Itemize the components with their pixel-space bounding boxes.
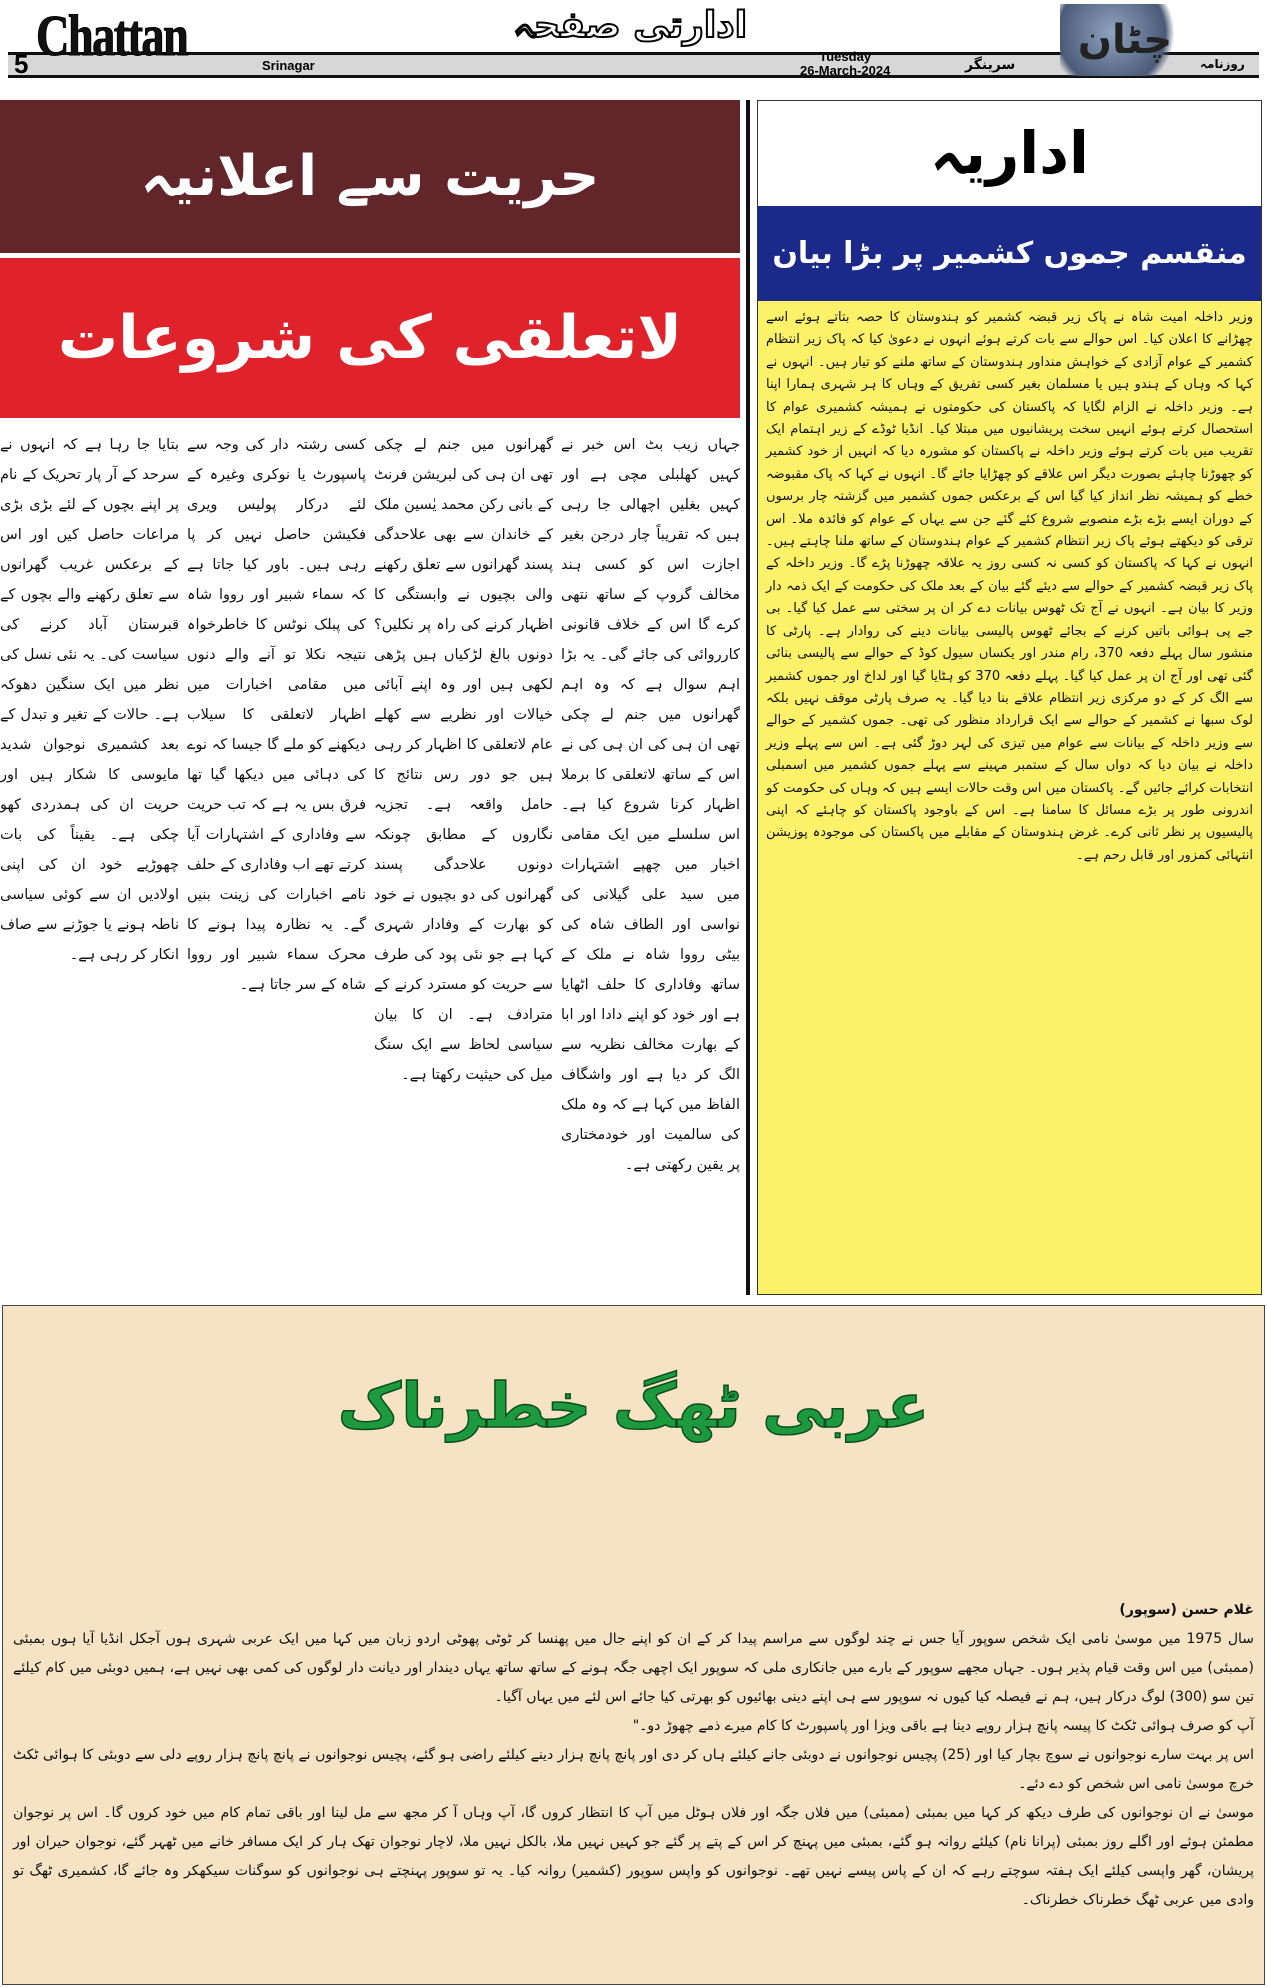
day: Tuesday <box>819 49 872 64</box>
feature-paragraph: اس پر بہت سارے نوجوانوں نے سوچ بچار کیا اور (25) پچیس نوجوانوں نے دوبئی جانے کیلئے ہاں کر دی اور پانچ پانچ ہزار دینے کیلئے راضی ہو گئے، پچیس نوجوانوں نے پانچ پانچ ہزار روپے دلی سے دوبئی کا ہوائی ٹکٹ خرچ موسیٰ نامی اس شخص کو دے دئے۔ <box>13 1747 1254 1792</box>
main-story <box>0 100 742 1295</box>
daily-label: روزنامہ <box>1200 57 1245 71</box>
editorial-title: اداریہ <box>930 119 1089 187</box>
story-column: بتایا جا رہا ہے کہ انہوں نے سرحد کے آر پار تحریک کے نام پر اپنے بچوں کے لئے بڑی بڑی مراعات حاصل کیں اور اس کے برعکس غریب گھرانوں سے تعلق رکھنے والے بچوں کے قبرستان آباد کرنے کی سیاست کی۔ یہ نئی نسل کی نظر میں ایک سنگین دھوکہ ہے۔ حالات کے تغیر و تبدل کے بعد کشمیری نوجوان شدید مایوسی کا شکار ہیں اور حریت ان کی ہمدردی کھو چکی ہے۔ یقیناً کی بات چھوڑیے خود ان کی اپنی اولادیں ان سے کوئی سیاسی ناطہ ہونے یا جوڑنے سے صاف انکار کر رہی ہے۔ <box>0 437 179 963</box>
masthead <box>0 0 1267 80</box>
feature-body <box>13 1596 1254 1915</box>
story-column: گھرانوں میں جنم لے چکی تھی ان ہی کی لبریشن فرنٹ کے بانی رکن محمد یٰسین ملک کے خاندان سے بھی علاحدگی پسند گھرانوں سے تعلق رکھنے والی بچیوں نے وابستگی کا اظہار کرنے کی راہ پر نکلیں؟ دونوں بالغ لڑکیاں ہیں پڑھی لکھی ہیں اور وہ اپنے آبائی خیالات اور نظریے سے کھلے عام لاتعلقی کا اظہار کر رہی ہیں جو دور رس نتائج کا حامل واقعہ ہے۔ تجزیہ نگاروں کے مطابق چونکہ دونوں علاحدگی پسند گھرانوں کی دو بچیوں نے خود کو بھارت کے وفادار شہری کہا ہے جو نئی پود کی طرف سے حریت کو مسترد کرنے کے مترادف ہے۔ ان کا بیان سیاسی لحاظ سے ایک سنگ میل کی حیثیت رکھتا ہے۔ <box>374 437 553 1083</box>
story-column: جہاں زیب بٹ اس خبر نے کہیں کھلبلی مچی ہے اور کہیں بغلیں اچھالی جا رہی ہیں کہ تقریباً چار درجن بغیر اجازت اس کو کسی ہند مخالف گروپ کے ساتھ نتھی کرے گا اس کے خلاف قانونی کارروائی کی جائے گی۔ یہ بڑا اہم سوال ہے کہ وہ اہم گھرانوں میں جنم لے چکی تھی ان ہی کی ان ہی کی نے اس کے ساتھ لاتعلقی کا برملا اظہار کرنا شروع کیا ہے۔ اس سلسلے میں ایک مقامی اخبار میں چھپے اشتہارات میں سید علی گیلانی کی نواسی اور الطاف شاہ کی بیٹی رووا شاہ نے ملک کے ساتھ وفاداری کا حلف اٹھایا ہے اور خود کو اپنے دادا اور ابا کے بھارت مخالف نظریہ سے الگ کر دیا ہے اور واشگاف الفاظ میں کہا ہے کہ وہ ملک کی سالمیت اور خودمختاری پر یقین رکھتی ہے۔ <box>561 437 740 1173</box>
story-columns <box>0 430 740 1295</box>
logo-urdu: چٹان <box>1060 4 1190 76</box>
feature-title: عربی ٹھگ خطرناک <box>337 1369 930 1442</box>
date-block <box>800 50 890 78</box>
headline-2: لاتعلقی کی شروعات <box>0 258 740 418</box>
editorial-subtitle: منقسم جموں کشمیر پر بڑا بیان <box>758 206 1261 301</box>
city-urdu: سرینگر <box>965 57 1016 73</box>
city-english: Srinagar <box>262 58 315 73</box>
feature-paragraph: موسیٰ نے ان نوجوانوں کی طرف دیکھ کر کہا میں بمبئی (ممبئی) میں فلاں جگہ اور فلاں ہوٹل میں آپ کا انتظار کروں گا، آپ وہاں آ کر مجھ سے مل لینا اور باقی تمام کام میں خود کروں گا۔ اس پر نوجوان مطمئن ہوئے اور اگلے روز بمبئی (پرانا نام) کیلئے روانہ ہو گئے، بمبئی میں پہنچ کر اس کے پتے پر گئے جو کہیں نہیں ملا، بالکل نہیں ملا، لاچار نوجوان تھک ہار کر ایک مسافر خانے میں ٹھہر گئے، نوجوان حیران اور پریشان، گھر واپسی کیلئے ایک ہفتہ سوچتے رہے کہ ان کے پاس پیسے نہیں تھے۔ نوجوانوں کو واپس سوپور (کشمیر) روانہ کیا۔ یہ تو سوپور پہنچتے ہی نوجوانوں کو سوگنات سیکھکر وہ جائے گا، کشمیری ٹھگ تو وادی میں عربی ٹھگ خطرناک خطرناک۔ <box>13 1805 1254 1908</box>
feature-author: غلام حسن (سوپور) <box>1119 1602 1254 1618</box>
page-number: 5 <box>14 49 29 79</box>
headline-1: حریت سے اعلانیہ <box>0 100 740 253</box>
logo-english: Chattan <box>36 3 188 68</box>
column-divider <box>746 100 750 1295</box>
section-title: ادارتی صفحہ <box>512 5 748 46</box>
story-column: کسی رشتہ دار کی وجہ سے پاسپورٹ یا نوکری وغیرہ کے لئے درکار پولیس ویری فکیشن حاصل نہیں کر پا رہی ہیں۔ باور کیا جاتا ہے کہ سماء شبیر اور رووا شاہ کی پبلک نوٹس کا خاطرخواہ نتیجہ نکلا تو آنے والے دنوں میں مقامی اخبارات میں اظہار لاتعلقی کا سیلاب دیکھنے کو ملے گا جیسا کہ نوے کی دہائی میں دیکھا گیا تھا فرق بس یہ ہے کہ تب حریت سے وفاداری کے اشتہارات آیا کرتے تھے اب وفاداری کے حلف نامے اخبارات کی زینت بنیں گے۔ یہ نظارہ پیدا ہونے کا محرک سماء شبیر اور رووا شاہ کے سر جاتا ہے۔ <box>187 437 366 993</box>
date: 26-March-2024 <box>800 63 891 78</box>
feature-paragraph: آپ کو صرف ہوائی ٹکٹ کا پیسہ پانچ ہزار روپے دینا ہے باقی ویزا اور پاسپورٹ کا کام میرے ذمے چھوڑ دو۔" <box>632 1718 1254 1734</box>
editorial-body: وزیر داخلہ امیت شاہ نے پاک زیر قبضہ کشمیر کو ہندوستان کا حصہ بتاتے ہوئے اسے چھڑانے کا اعلان کیا۔ اس حوالے سے بات کرتے ہوئے انہوں نے دعویٰ کیا کہ پاک زیر انتظام کشمیر کے عوام آزادی کے خواہش منداور ہندوستان کے ساتھ ملنے کو تیار ہیں۔ انہوں نے کہا کہ وہاں کے ہندو ہیں یا مسلمان بغیر کسی تفریق کے وہاں کا ہر شہری ہمارا اپنا ہے۔ وزیر داخلہ نے الزام لگایا کہ پاکستان کی حکومتوں نے ہمیشہ کشمیری عوام کا استحصال کرتے ہوئے انہیں سخت پریشانیوں میں مبتلا کیا۔ انڈیا ٹوڈے کے زیر اہتمام ایک تقریب میں بات کرتے ہوئے وزیر داخلہ نے پاکستان کو مشورہ دیا کہ انہیں از خود کشمیر کو چھوڑنا چاہئے بصورت دیگر اس علاقے کو چھڑایا جائے گا۔ انہوں نے کہا کہ پاک مقبوضہ خطے کو ہمیشہ نظر انداز کیا گیا اس کے برعکس جموں کشمیر میں گزشتہ چار برسوں کے دوران ایسے بڑے بڑے منصوبے شروع کئے گئے جن سے یہاں کے عوام کو فائدہ ملا۔ اس ترقی کو دیکھتے ہوئے پاک زیر انتظام کشمیر کے عوام ہندوستان کے ساتھ ملنا چاہتے ہیں۔ انہوں نے کہا کہ پاکستان کو کسی نہ کسی روز یہ علاقہ چھوڑنا پڑے گا۔ وزیر داخلہ کے پاک زیر قبضہ کشمیر کے حوالے سے دیئے گئے بیان کے بعد ملک کی حکومت کے ایک ذمہ دار وزیر کا بیان ہے۔ انہوں نے آج تک ٹھوس بیانات دے کر ان پر سختی سے عمل کیا گیا۔ بی جے پی ہوائی باتیں کرنے کے بجائے ٹھوس پالیسی بیانات دینے کی روادار ہے۔ پارٹی کا منشور سال پہلے دفعہ 370، رام مندر اور یکساں سیول کوڈ کے حوالے سے پالیسی بنائی گئی تھی اور آج ان پر عمل کیا گیا۔ پہلے دفعہ 370 کو ہٹایا گیا اور لداخ اور جموں کشمیر سے الگ کر کے دو مرکزی زیر انتظام علاقے بنا دیا گیا۔ یہ صرف پارٹی موقف نہیں بلکہ لوک سبھا نے کشمیر کے حوالے سے ایک قرارداد منظور کی تھی۔ جموں کشمیر کے حوالے سے وزیر داخلہ کے بیانات سے عوام میں تیزی کی لہر دوڑ گئی ہے۔ اس سے پہلے وزیر داخلہ نے بیان دیا کہ دواں سال کے ستمبر مہینے سے پہلے جموں کشمیر میں اسمبلی انتخابات کرائے جائیں گے۔ پاکستان میں اس وقت حالات ایسے ہیں کہ وہاں کی حکومت کو اندرونی طور پر بڑے مسائل کا سامنا ہے۔ اس کے باوجود پاکستان کو چاہئے کہ اپنی پالیسیوں پر نظر ثانی کرے۔ غرض ہندوستان کے مقابلے میں پاکستان کی موجودہ پوزیشن انتہائی کمزور اور قابل رحم ہے۔ <box>758 301 1261 1294</box>
feature-article <box>2 1305 1265 1985</box>
editorial <box>757 100 1262 1295</box>
feature-paragraph: سال 1975 میں موسیٰ نامی ایک شخص سوپور آیا جس نے چند لوگوں سے مراسم پیدا کر کے ان کو اپنے جال میں پھنسا کر ٹوٹی پھوٹی اردو زبان میں کہا میں ایک عربی شہری ہوں آجکل انڈیا آیا ہوں بمبئی (ممبئی) میں اس وقت قیام پذیر ہوں۔ جہاں مجھے سوپور کے بارے میں جانکاری ملی کہ سوپور ایک اچھی جگہ ہونے کے ساتھ ساتھ یہاں دیندار اور دیانت دار لوگوں کی کمی بھی نہیں ہے، ہمیں دوبئی میں کام کیلئے تین سو (300) لوگ درکار ہیں، ہم نے فیصلہ کیا کیوں نہ سوپور سے ہی اپنے دینی بھائیوں کو بھرتی کیا جائے اس لئے میں یہاں آگیا۔ <box>13 1631 1254 1705</box>
